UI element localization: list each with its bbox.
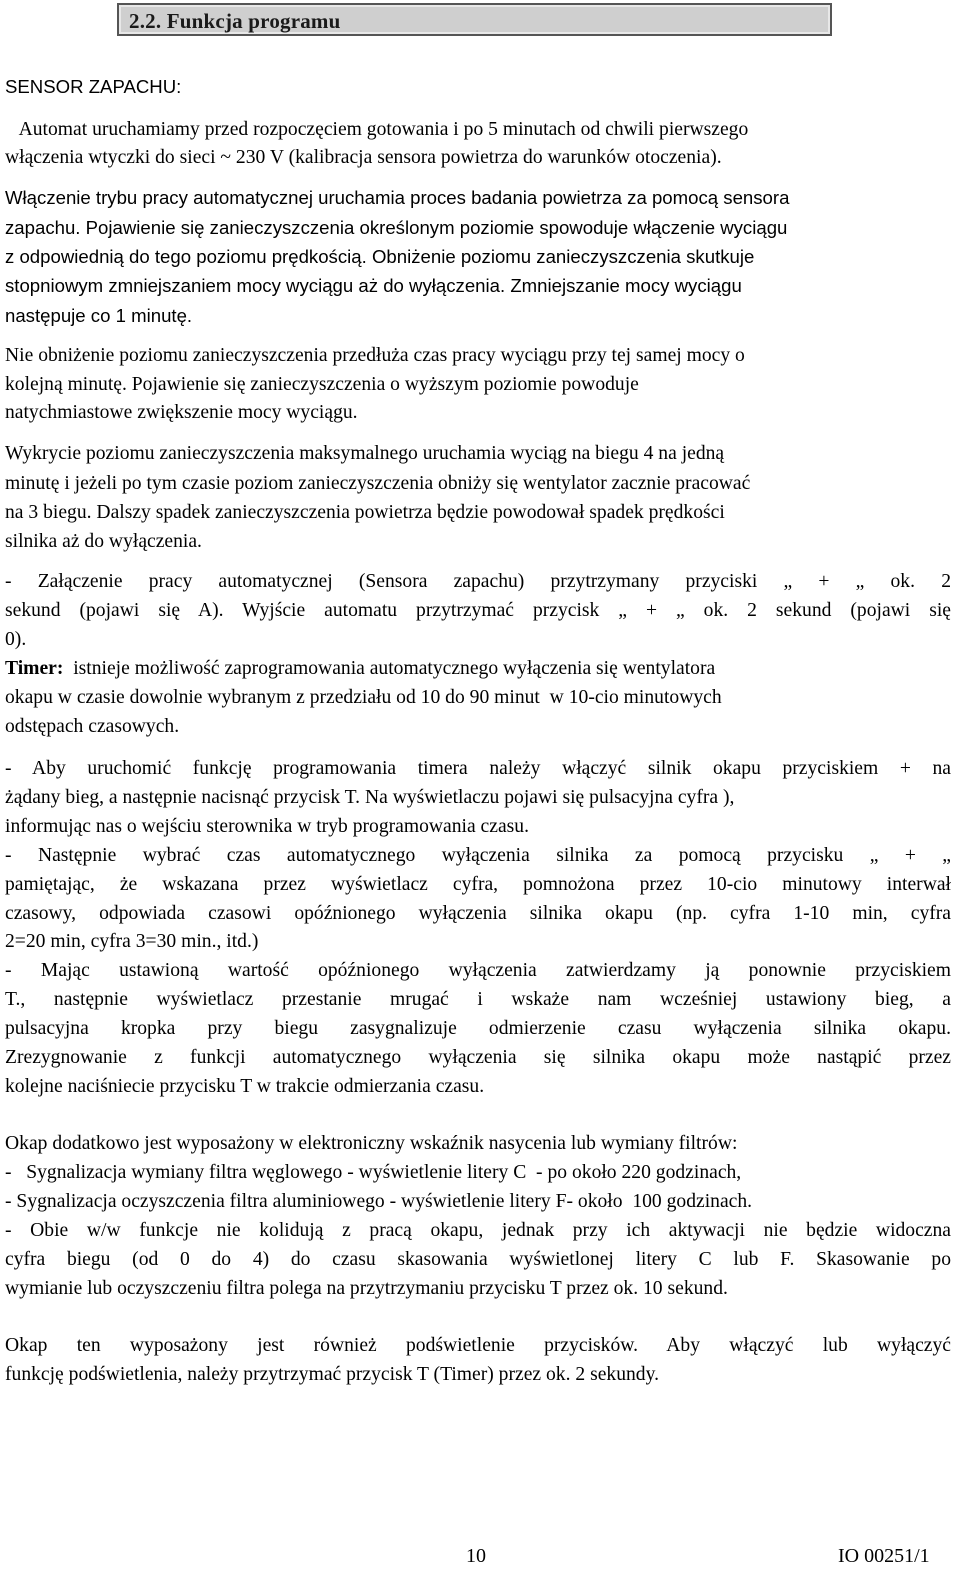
section-title: 2.2. Funkcja programu	[129, 9, 341, 33]
text-line: - Mając ustawioną wartość opóźnionego wyłączenia zatwierdzamy ją ponownie przyciskiem	[5, 960, 951, 981]
text-line: sekund (pojawi się A). Wyjście automatu przytrzymać przycisk „ + „ ok. 2 sekund (pojawi się	[5, 600, 951, 621]
text-line: pamiętając, że wskazana przez wyświetlacz cyfra, pomnożona przez 10-cio minutowy interwał	[5, 874, 951, 895]
section-header	[117, 3, 832, 36]
timer-line: Timer: istnieje możliwość zaprogramowania automatycznego wyłączenia się wentylatora	[5, 658, 716, 679]
text-line: funkcję podświetlenia, należy przytrzymać przycisk T (Timer) przez ok. 2 sekundy.	[5, 1364, 660, 1385]
text-line: pulsacyjna kropka przy biegu zasygnalizuje odmierzenie czasu wyłączenia silnika okapu.	[5, 1018, 951, 1039]
page-number: 10	[466, 1545, 486, 1567]
text-line: informując nas o wejściu sterownika w tryb programowania czasu.	[5, 816, 529, 837]
text-line: zapachu. Pojawienie się zanieczyszczenia określonym poziomie spowoduje włączenie wyciągu	[5, 217, 788, 238]
text-line: wymianie lub oczyszczeniu filtra polega na przytrzymaniu przycisku T przez ok. 10 sekund.	[5, 1278, 728, 1299]
text-line: okapu w czasie dowolnie wybranym z przedziału od 10 do 90 minut w 10-cio minutowych	[5, 687, 722, 708]
text-line: - Aby uruchomić funkcję programowania timera należy włączyć silnik okapu przyciskiem + na	[5, 758, 951, 779]
text-line: Automat uruchamiamy przed rozpoczęciem gotowania i po 5 minutach od chwili pierwszego	[5, 119, 749, 140]
text-line: następuje co 1 minutę.	[5, 305, 193, 326]
text-line: żądany bieg, a następnie nacisnąć przycisk T. Na wyświetlaczu pojawi się pulsacyjna cyfra ),	[5, 787, 735, 808]
sensor-heading: SENSOR ZAPACHU:	[5, 76, 182, 97]
text-line: odstępach czasowych.	[5, 716, 180, 737]
text-line: Okap ten wyposażony jest również podświetlenie przycisków. Aby włączyć lub wyłączyć	[5, 1335, 951, 1356]
text-line: natychmiastowe zwiększenie mocy wyciągu.	[5, 402, 358, 423]
document-code: IO 00251/1	[838, 1545, 930, 1567]
text-line: Wykrycie poziomu zanieczyszczenia maksymalnego uruchamia wyciąg na biegu 4 na jedną	[5, 443, 725, 464]
text-line: z odpowiednią do tego poziomu prędkością. Obniżenie poziomu zanieczyszczenia skutkuje	[5, 246, 755, 267]
text-line: - Obie w/w funkcje nie kolidują z pracą okapu, jednak przy ich aktywacji nie będzie widoczna	[5, 1220, 951, 1241]
text-line: - Załączenie pracy automatycznej (Sensora zapachu) przytrzymany przyciski „ + „ ok. 2	[5, 571, 951, 592]
text-line: minutę i jeżeli po tym czasie poziom zanieczyszczenia obniży się wentylator zacznie pracować	[5, 473, 751, 494]
text-line: cyfra biegu (od 0 do 4) do czasu skasowania wyświetlonej litery C lub F. Skasowanie po	[5, 1249, 951, 1270]
text-line: Okap dodatkowo jest wyposażony w elektroniczny wskaźnik nasycenia lub wymiany filtrów:	[5, 1133, 738, 1154]
text-line: - Sygnalizacja oczyszczenia filtra aluminiowego - wyświetlenie litery F- około 100 godzinach.	[5, 1191, 753, 1212]
text-line: czasowy, odpowiada czasowi opóźnionego wyłączenia silnika okapu (np. cyfra 1-10 min, cyfra	[5, 903, 951, 924]
text-line: Włączenie trybu pracy automatycznej uruchamia proces badania powietrza za pomocą sensora	[5, 187, 790, 208]
text-line: kolejne naciśniecie przycisku T w trakcie odmierzania czasu.	[5, 1076, 485, 1097]
timer-label: Timer:	[5, 658, 64, 679]
text-line: 0).	[5, 629, 27, 650]
text-line: Zrezygnowanie z funkcji automatycznego wyłączenia się silnika okapu może nastąpić przez	[5, 1047, 951, 1068]
text-line: Nie obniżenie poziomu zanieczyszczenia przedłuża czas pracy wyciągu przy tej samej mocy o	[5, 345, 745, 366]
text-line: - Sygnalizacja wymiany filtra węglowego - wyświetlenie litery C - po około 220 godzinach,	[5, 1162, 742, 1183]
text-line: 2=20 min, cyfra 3=30 min., itd.)	[5, 931, 259, 952]
text-line: - Następnie wybrać czas automatycznego wyłączenia silnika za pomocą przycisku „ + „	[5, 845, 951, 866]
text-line: na 3 biegu. Dalszy spadek zanieczyszczenia powietrza będzie powodował spadek prędkości	[5, 502, 725, 523]
text-line: stopniowym zmniejszaniem mocy wyciągu aż do wyłączenia. Zmniejszanie mocy wyciągu	[5, 275, 742, 296]
text-line: T., następnie wyświetlacz przestanie mrugać i wskaże nam wcześniej ustawiony bieg, a	[5, 989, 951, 1010]
text-line: włączenia wtyczki do sieci ~ 230 V (kalibracja sensora powietrza do warunków otoczenia).	[5, 147, 722, 168]
text-line: silnika aż do wyłączenia.	[5, 531, 202, 552]
text-line: kolejną minutę. Pojawienie się zanieczyszczenia o wyższym poziomie powoduje	[5, 374, 639, 395]
